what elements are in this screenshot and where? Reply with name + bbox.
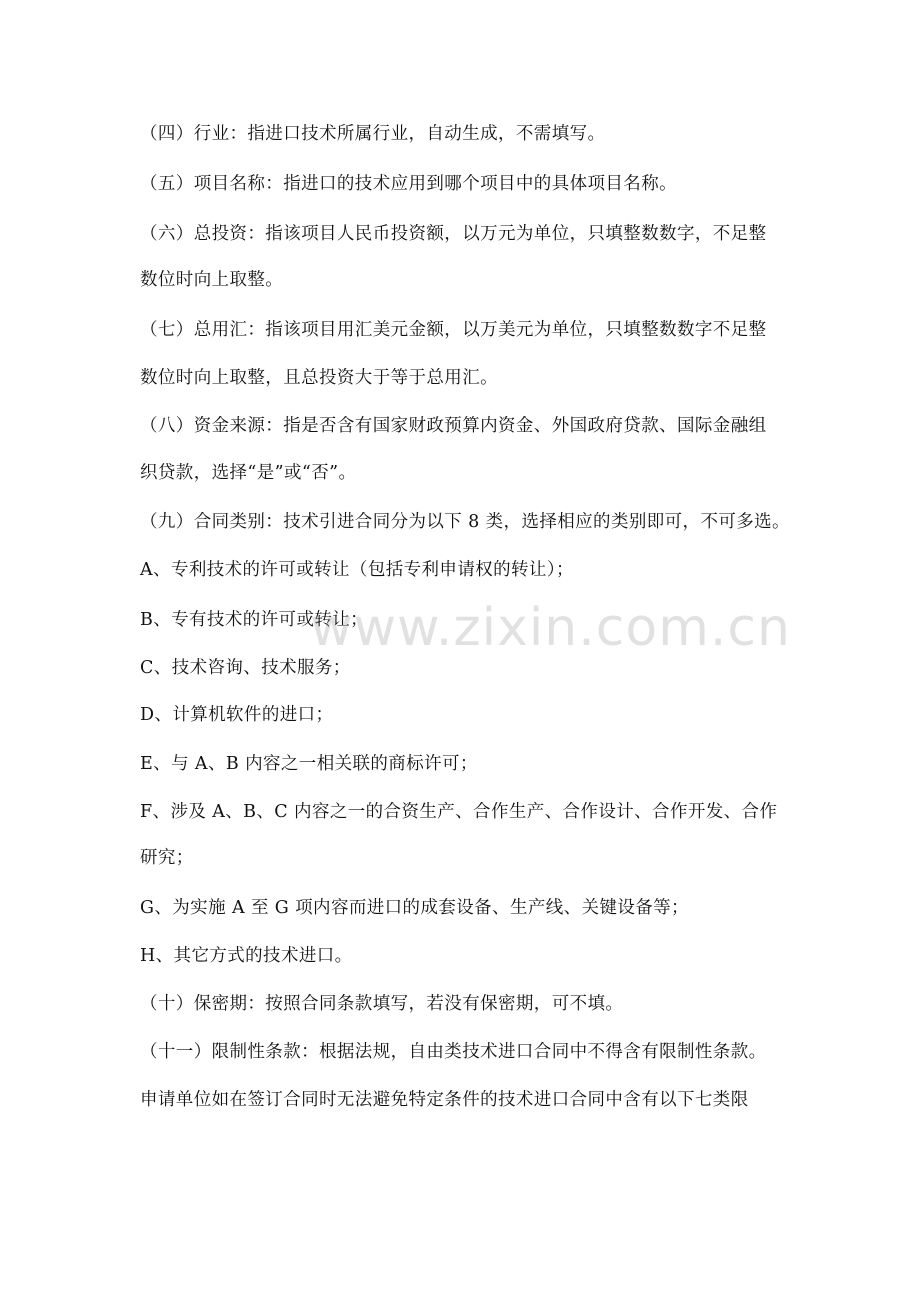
watermark: www.zixin.com.cn: [310, 598, 791, 658]
text-line: 研究；: [140, 848, 194, 868]
text-line: （七）总用汇：指该项目用汇美元金额，以万美元为单位，只填整数数字不足整: [140, 320, 767, 340]
text-line: （四）行业：指进口技术所属行业，自动生成，不需填写。: [140, 124, 606, 144]
list-item: F、涉及 A、B、C 内容之一的合资生产、合作生产、合作设计、合作开发、合作: [140, 802, 778, 822]
list-item: A、专利技术的许可或转让（包括专利申请权的转让）；: [140, 560, 574, 580]
text-line: 织贷款，选择“是”或“否”。: [140, 463, 357, 483]
list-item: B、专有技术的许可或转让；: [140, 610, 369, 630]
text-line: （八）资金来源：指是否含有国家财政预算内资金、外国政府贷款、国际金融组: [140, 416, 767, 436]
text-line: （六）总投资：指该项目人民币投资额，以万元为单位，只填整数数字，不足整: [140, 224, 767, 244]
list-item: G、为实施 A 至 G 项内容而进口的成套设备、生产线、关键设备等；: [140, 898, 689, 918]
text-line: 数位时向上取整。: [140, 270, 284, 290]
list-item: C、技术咨询、技术服务；: [140, 658, 351, 678]
text-line: （十一）限制性条款：根据法规，自由类技术进口合同中不得含有限制性条款。: [140, 1042, 767, 1062]
text-line: 申请单位如在签订合同时无法避免特定条件的技术进口合同中含有以下七类限: [140, 1090, 749, 1110]
list-item: H、其它方式的技术进口。: [140, 946, 353, 966]
text-line: 数位时向上取整，且总投资大于等于总用汇。: [140, 368, 498, 388]
text-line: （九）合同类别：技术引进合同分为以下 8 类，选择相应的类别即可，不可多选。: [140, 512, 790, 532]
text-line: （十）保密期：按照合同条款填写，若没有保密期，可不填。: [140, 994, 624, 1014]
list-item: E、与 A、B 内容之一相关联的商标许可；: [140, 754, 478, 774]
text-line: （五）项目名称：指进口的技术应用到哪个项目中的具体项目名称。: [140, 174, 677, 194]
list-item: D、计算机软件的进口；: [140, 705, 334, 725]
